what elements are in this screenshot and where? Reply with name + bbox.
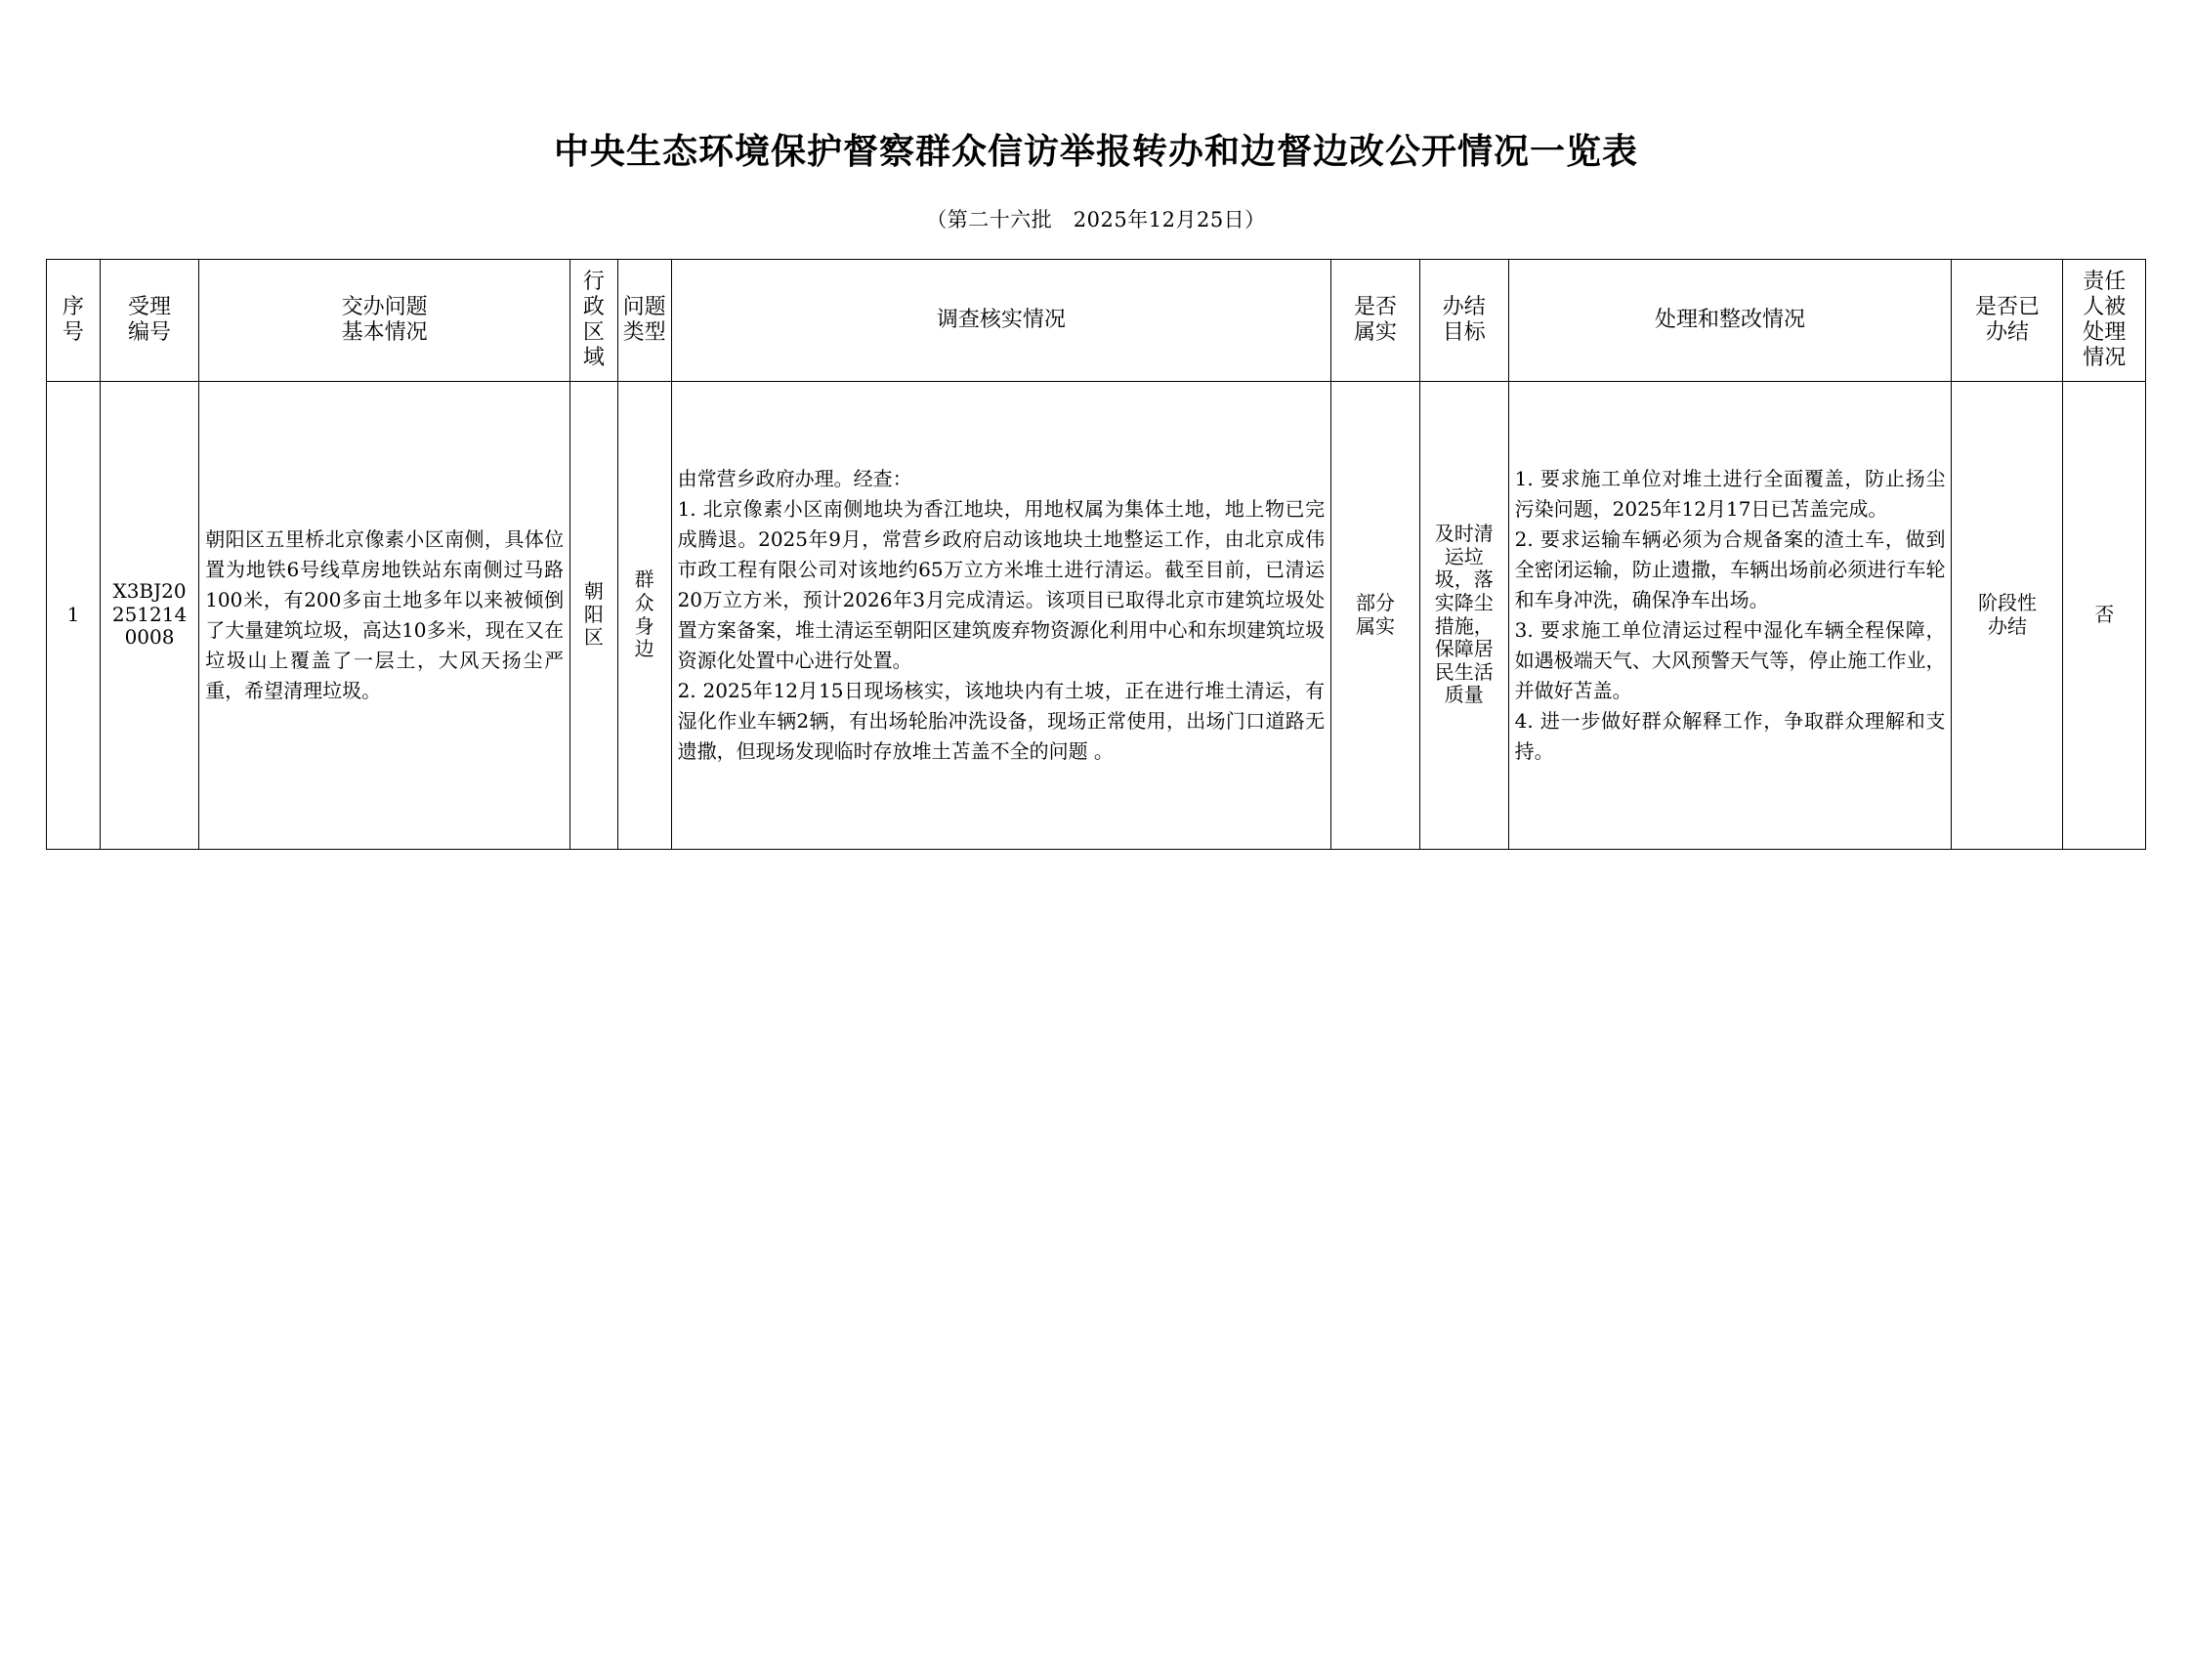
header-is-true-line-1: 是否 [1353,294,1397,319]
cell-problem-type-line-3: 身 [634,613,654,638]
cell-goal-line-8: 质量 [1444,683,1484,707]
header-goal-line-1: 办结 [1442,294,1486,319]
header-handling: 处理和整改情况 [1508,259,1952,381]
cell-handling [1508,381,1952,849]
header-accept-code-line-2: 编号 [128,319,172,345]
table-row [47,381,2146,849]
document-page [0,129,2192,1680]
cell-accept-code [100,381,198,849]
header-goal-line-2: 目标 [1442,319,1486,345]
header-responsible [2063,259,2146,381]
cell-admin-area-line-2: 阳 [583,602,604,626]
header-seq-line-1: 序 [62,294,84,319]
header-basic-situation-line-1: 交办问题 [341,294,428,319]
cell-admin-area-line-3: 区 [583,625,604,650]
header-admin-area-line-3: 区 [582,319,605,345]
header-is-closed-line-2: 办结 [1985,319,2029,345]
header-responsible-line-2: 人被 [2083,294,2127,319]
header-admin-area-line-4: 域 [582,345,605,370]
investigation-paragraph-2: 1. 北京像素小区南侧地块为香江地块，用地权属为集体土地，地上物已完成腾退。2025年9月，常营乡政府启动该地块土地整运工作，由北京成伟市政工程有限公司对该地约65万立方米堆土进行清运。截至目前，已清运20万立方米，预计2026年3月完成清运。该项目已取得北京市建筑垃圾处置方案备案，堆土清运至朝阳区建筑废弃物资源化利用中心和东坝建筑垃圾资源化处置中心进行处置。 [677,496,1326,672]
cell-admin-area-line-1: 朝 [583,579,604,604]
cell-problem-type-line-2: 众 [634,591,654,615]
header-seq-line-2: 号 [62,319,84,345]
cell-goal-line-6: 保障居 [1434,637,1494,661]
cell-problem-type [617,381,671,849]
investigation-paragraph-3: 2. 2025年12月15日现场核实，该地块内有土坡，正在进行堆土清运，有湿化作业车辆2辆，有出场轮胎冲洗设备，现场正常使用，出场门口道路无遗撒，但现场发现临时存放堆土苫盖不全的问题 。 [677,678,1326,763]
header-basic-situation [199,259,570,381]
header-is-closed [1952,259,2063,381]
table-header-row [47,259,2146,381]
header-problem-type-line-2: 类型 [622,319,666,345]
cell-is-closed-line-1: 阶段性 [1977,591,2037,615]
header-problem-type-line-1: 问题 [622,294,666,319]
cell-basic-situation: 朝阳区五里桥北京像素小区南侧，具体位置为地铁6号线草房地铁站东南侧过马路100米，有200多亩土地多年以来被倾倒了大量建筑垃圾，高达10多米，现在又在垃圾山上覆盖了一层土，大风天扬尘严重，希望清理垃圾。 [199,381,570,849]
investigation-paragraph-1: 由常营乡政府办理。经查： [677,466,912,490]
report-table [46,259,2146,850]
cell-responsible: 否 [2063,381,2146,849]
header-is-true-line-2: 属实 [1353,319,1397,345]
header-admin-area-line-1: 行 [582,269,605,294]
cell-goal-line-7: 民生活 [1434,659,1494,684]
cell-accept-code-line-2: 251214 [111,602,188,626]
cell-problem-type-line-4: 边 [634,637,654,661]
cell-seq: 1 [47,381,101,849]
header-admin-area-line-2: 政 [582,294,605,319]
handling-paragraph-3: 3. 要求施工单位清运过程中湿化车辆全程保障，如遇极端天气、大风预警天气等，停止施工作业，并做好苫盖。 [1514,617,1946,702]
header-problem-type [617,259,671,381]
cell-is-true-line-1: 部分 [1355,591,1395,615]
cell-is-closed-line-2: 办结 [1987,613,2027,638]
header-accept-code [100,259,198,381]
header-responsible-line-3: 处理 [2083,319,2127,345]
cell-problem-type-line-1: 群 [634,567,654,592]
handling-paragraph-4: 4. 进一步做好群众解释工作，争取群众理解和支持。 [1514,708,1946,763]
cell-goal-line-1: 及时清 [1434,522,1494,546]
page-title: 中央生态环境保护督察群众信访举报转办和边督边改公开情况一览表 [553,131,1638,172]
handling-paragraph-1: 1. 要求施工单位对堆土进行全面覆盖，防止扬尘污染问题，2025年12月17日已苫盖完成。 [1514,466,1946,521]
cell-is-true-line-2: 属实 [1355,613,1395,638]
cell-goal-line-4: 实降尘 [1434,591,1494,615]
header-accept-code-line-1: 受理 [128,294,172,319]
cell-goal-line-2: 运垃 [1444,544,1484,568]
header-admin-area [570,259,618,381]
header-basic-situation-line-2: 基本情况 [341,319,428,345]
header-goal [1419,259,1508,381]
page-subtitle: （第二十六批 2025年12月25日） [926,207,1266,231]
cell-is-true [1331,381,1420,849]
header-responsible-line-1: 责任 [2083,269,2127,294]
cell-goal-line-3: 圾，落 [1434,567,1494,592]
header-is-closed-line-1: 是否已 [1974,294,2040,319]
cell-is-closed [1952,381,2063,849]
cell-accept-code-line-3: 0008 [124,625,175,650]
cell-goal [1419,381,1508,849]
header-investigation: 调查核实情况 [671,259,1331,381]
cell-investigation [671,381,1331,849]
header-responsible-line-4: 情况 [2083,345,2127,370]
cell-accept-code-line-1: X3BJ20 [112,579,187,604]
header-seq [47,259,101,381]
cell-admin-area [570,381,618,849]
handling-paragraph-2: 2. 要求运输车辆必须为合规备案的渣土车，做到全密闭运输，防止遗撒，车辆出场前必须进行车轮和车身冲洗，确保净车出场。 [1514,526,1946,611]
header-is-true [1331,259,1420,381]
cell-goal-line-5: 措施， [1434,613,1494,638]
